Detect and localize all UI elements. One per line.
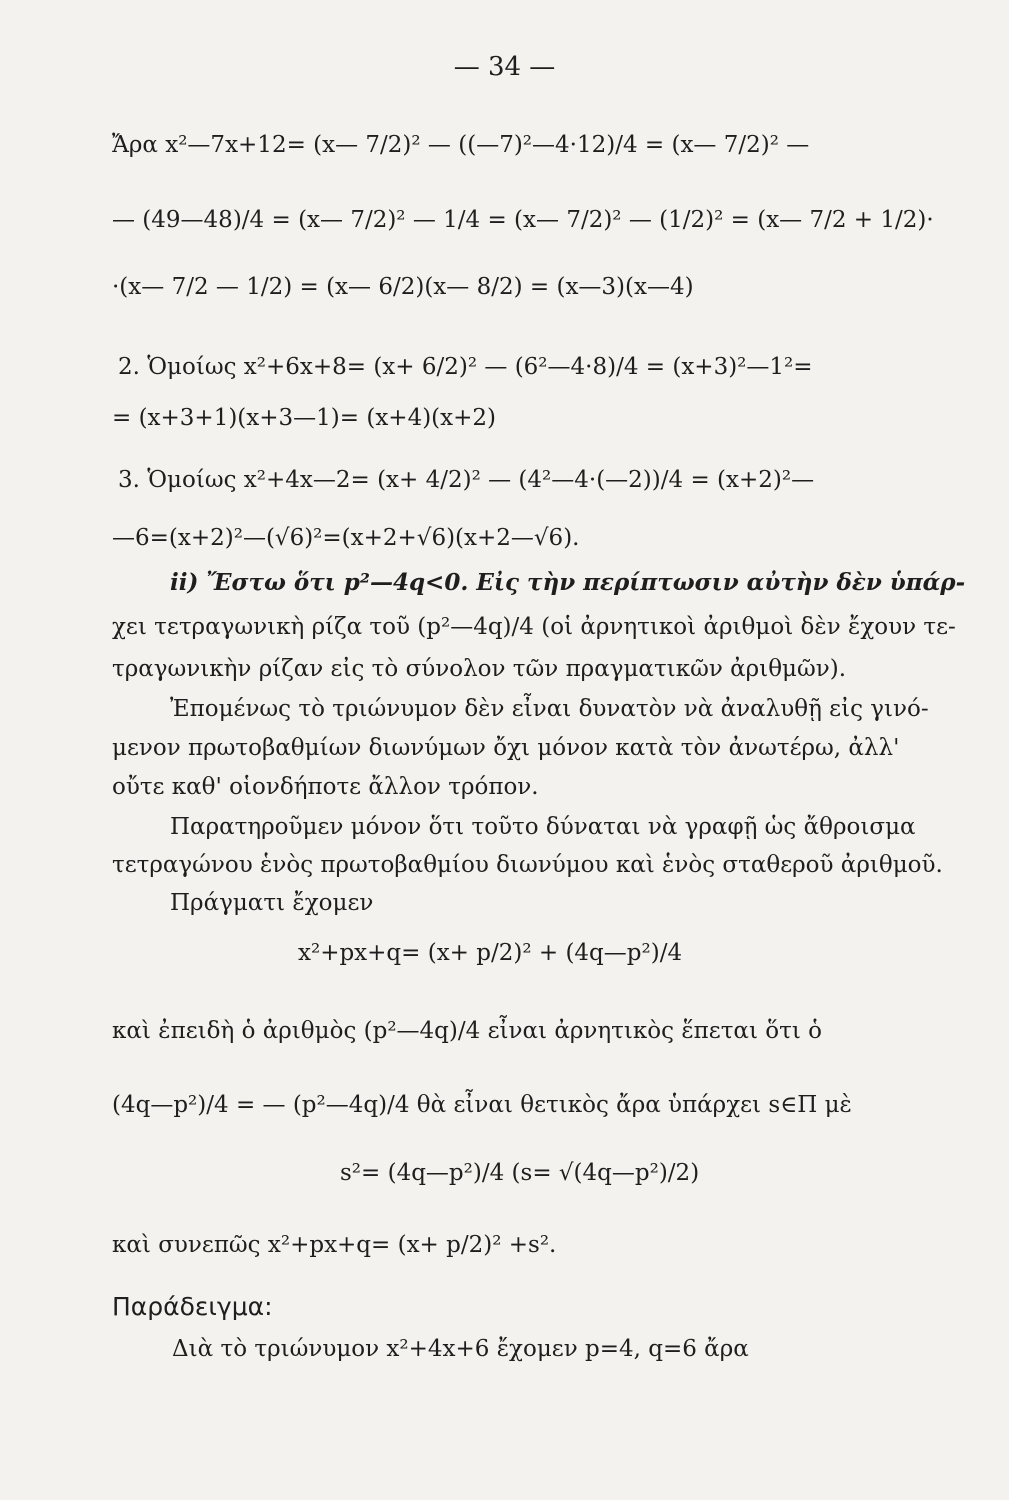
text-line: Διὰ τὸ τριώνυμον x²+4x+6 ἔχομεν p=4, q=6 ἄρα: [172, 1336, 749, 1362]
text-line: ·(x— 7/2 — 1/2) = (x— 6/2)(x— 8/2) = (x—3)(x—4): [112, 274, 694, 300]
text-line: τραγωνικὴν ρίζαν εἰς τὸ σύνολον τῶν πραγματικῶν ἀριθμῶν).: [112, 656, 847, 682]
text-line: — (49—48)/4 = (x— 7/2)² — 1/4 = (x— 7/2)² — (1/2)² = (x— 7/2 + 1/2)·: [112, 207, 934, 233]
text-line: 3. Ὁμοίως x²+4x—2= (x+ 4/2)² — (4²—4·(—2))/4 = (x+2)²—: [118, 467, 815, 493]
formula: x²+px+q= (x+ p/2)² + (4q—p²)/4: [298, 940, 683, 966]
text-line: = (x+3+1)(x+3—1)= (x+4)(x+2): [112, 405, 496, 431]
text-line: ii) Ἔστω ὅτι p²—4q<0. Εἰς τὴν περίπτωσιν αὐτὴν δὲν ὑπάρ-: [170, 569, 966, 596]
text-line: χει τετραγωνικὴ ρίζα τοῦ (p²—4q)/4 (οἱ ἀρνητικοὶ ἀριθμοὶ δὲν ἔχουν τε-: [112, 614, 956, 640]
text-line: καὶ συνεπῶς x²+px+q= (x+ p/2)² +s².: [112, 1232, 557, 1258]
page-number: — 34 —: [453, 52, 556, 82]
text-line: Παρατηροῦμεν μόνον ὅτι τοῦτο δύναται νὰ γραφῇ ὡς ἄθροισμα: [170, 814, 916, 840]
text-line: Ἄρα x²—7x+12= (x— 7/2)² — ((—7)²—4·12)/4 = (x— 7/2)² —: [112, 132, 810, 158]
text-line: Ἐπομένως τὸ τριώνυμον δὲν εἶναι δυνατὸν νὰ ἀναλυθῇ εἰς γινό-: [170, 696, 929, 722]
example-heading: Παράδειγμα:: [112, 1292, 273, 1321]
text-line: Πράγματι ἔχομεν: [170, 890, 374, 916]
text-line: —6=(x+2)²—(√6)²=(x+2+√6)(x+2—√6).: [112, 525, 580, 551]
text-line: μενον πρωτοβαθμίων διωνύμων ὄχι μόνον κατὰ τὸν ἀνωτέρω, ἀλλ': [112, 735, 900, 761]
text-line: καὶ ἐπειδὴ ὁ ἀριθμὸς (p²—4q)/4 εἶναι ἀρνητικὸς ἕπεται ὅτι ὁ: [112, 1018, 823, 1044]
text-line: 2. Ὁμοίως x²+6x+8= (x+ 6/2)² — (6²—4·8)/4 = (x+3)²—1²=: [118, 354, 813, 380]
text-line: οὔτε καθ' οἱονδήποτε ἄλλον τρόπον.: [112, 774, 539, 800]
formula: s²= (4q—p²)/4 (s= √(4q—p²)/2): [340, 1160, 700, 1186]
text-line: τετραγώνου ἑνὸς πρωτοβαθμίου διωνύμου καὶ ἑνὸς σταθεροῦ ἀριθμοῦ.: [112, 852, 943, 878]
text-line: (4q—p²)/4 = — (p²—4q)/4 θὰ εἶναι θετικὸς ἄρα ὑπάρχει s∈Π μὲ: [112, 1092, 852, 1118]
